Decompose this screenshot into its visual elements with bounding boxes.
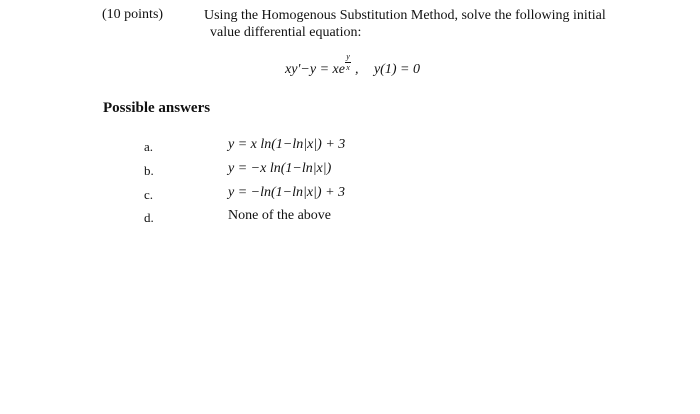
differential-equation bbox=[285, 52, 420, 82]
answers-heading: Possible answers bbox=[103, 100, 211, 116]
option-c-letter: c. bbox=[144, 187, 154, 202]
question-prompt bbox=[204, 7, 614, 41]
option-a-text: y = x ln(1−ln|x|) + 3 bbox=[228, 137, 346, 152]
exponent-numerator: y bbox=[346, 52, 350, 61]
equation-lhs: xy'−y = xe bbox=[285, 62, 345, 77]
initial-condition: y(1) = 0 bbox=[373, 62, 420, 77]
option-b-text: y = −x ln(1−ln|x|) bbox=[228, 161, 332, 176]
option-b-letter: b. bbox=[144, 163, 154, 178]
option-c-text: y = −ln(1−ln|x|) + 3 bbox=[228, 185, 346, 200]
prompt-line-1: Using the Homogenous Substitution Method, solve the following initial bbox=[204, 8, 606, 23]
equation-comma: , bbox=[354, 62, 359, 77]
prompt-line-2: value differential equation: bbox=[210, 25, 362, 40]
option-d-letter: d. bbox=[144, 210, 154, 225]
option-a-letter: a. bbox=[144, 139, 154, 154]
points-label: (10 points) bbox=[102, 7, 164, 22]
equation-exponent bbox=[345, 52, 355, 72]
exponent-denominator: x bbox=[346, 63, 350, 72]
option-d-text: None of the above bbox=[228, 208, 332, 223]
